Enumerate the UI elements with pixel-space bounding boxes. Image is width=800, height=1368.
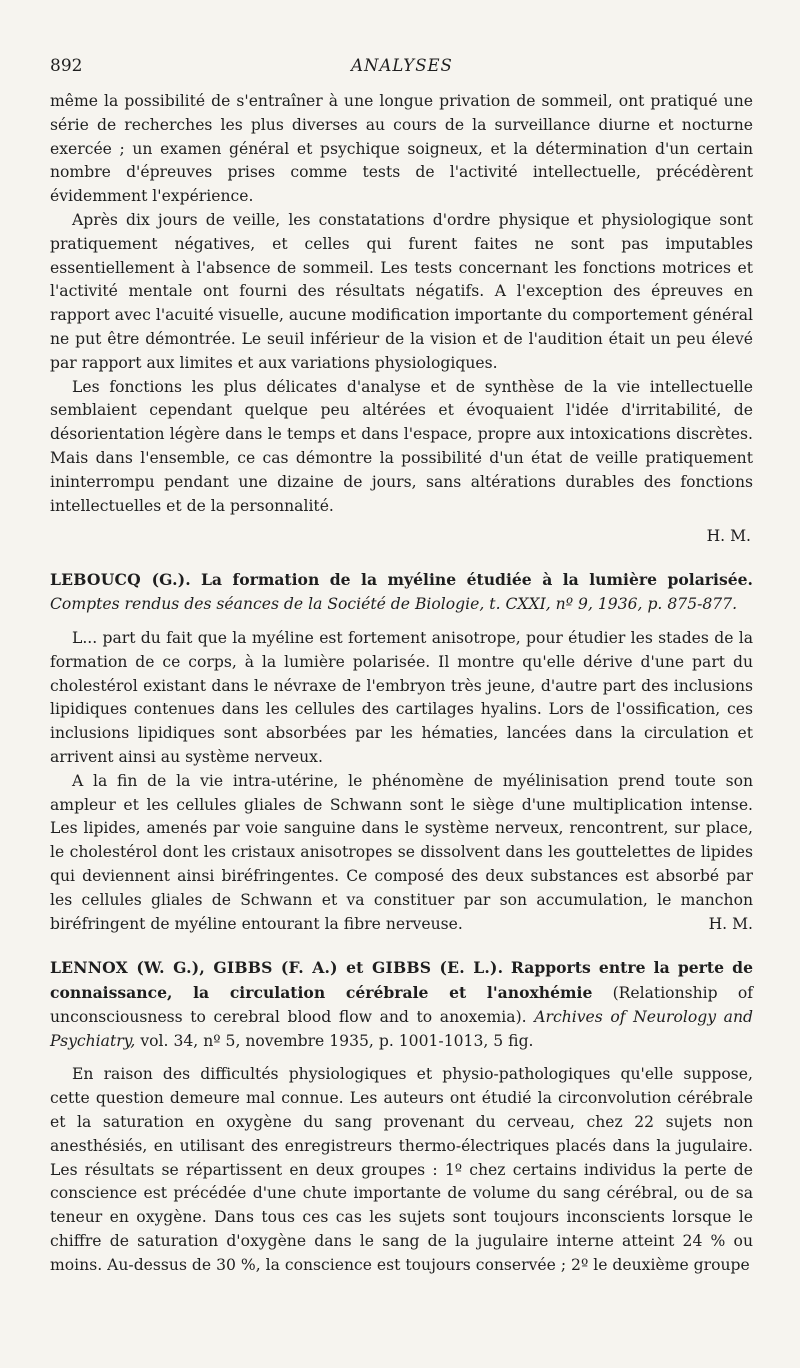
page-header: [50, 56, 754, 80]
page-body: [50, 90, 753, 1278]
paragraph: Après dix jours de veille, les constatations d'ordre physique et physiologique sont pratiquement négatives, et celles qui furent faites ne sont pas imputables essentiellement à l'absence de sommeil. Les tests concernant les fonctions motrices et l'activité mentale ont fourni des résultats négatifs. A l'exception des épreuves en rapport avec l'acuité visuelle, aucune modification importante du comportement général ne put être démontrée. Le seuil inférieur de la vision et de l'audition était un peu élevé par rapport aux limites et aux variations physiologiques.: [50, 210, 753, 372]
entry-author: LEBOUCQ (G.).: [50, 570, 191, 590]
section-gap: [50, 936, 753, 956]
paragraph: Les fonctions les plus délicates d'analyse et de synthèse de la vie intellectuelle semblaient cependant quelque peu altérées et évoquaient l'idée d'irritabilité, de désorientation légère dans le temps et dans l'espace, propre aux intoxications discrètes. Mais dans l'ensemble, ce cas démontre la possibilité d'un état de veille pratiquement ininterrompu pendant une dizaine de jours, sans altérations durables des fonctions intellectuelles et de la personnalité.: [50, 377, 753, 515]
entry-author: LENNOX (W. G.), GIBBS (F. A.) et GIBBS (E. L.).: [50, 958, 504, 978]
paragraph: En raison des difficultés physiologiques et physio-pathologiques qu'elle suppose, cette question demeure mal connue. Les auteurs ont étudié la circonvolution cérébrale et la saturation en oxygène du sang provenant du cerveau, chez 22 sujets non anesthésiés, en utilisant des enregistreurs thermo-électriques placés dans la jugulaire. Les résultats se répartissent en deux groupes : 1º chez certains individus la perte de conscience est précédée d'une chute importante de volume du sang cérébral, ou de sa teneur en oxygène. Dans tous ces cas les sujets sont toujours inconscients lorsque le chiffre de saturation d'oxygène dans le sang de la jugulaire interne atteint 24 % ou moins. Au-dessus de 30 %, la conscience est toujours conservée ; 2º le deuxième groupe: [50, 1065, 753, 1274]
entry-source: Archives of Neurology and Psychiatry,: [50, 1007, 753, 1050]
review-entry-leboucq: [50, 568, 753, 936]
entry-title: Rapports entre la perte de connaissance, la circulation cérébrale et l'anoxhémie: [50, 958, 753, 1003]
entry-heading: [50, 568, 753, 617]
reviewer-signature: H. M.: [708, 914, 753, 933]
entry-source: Comptes rendus des séances de la Société de Biologie,: [50, 595, 485, 614]
paragraph-text: A la fin de la vie intra-utérine, le phénomène de myélinisation prend toute son ampleur et les cellules gliales de Schwann sont le siège d'une multiplication intense. Les lipides, amenés par voie sanguine dans le système nerveux, rencontrent, sur place, le cholestérol dont les cristaux anisotropes se dissolvent dans les gouttelettes de lipides qui deviennent ainsi biréfringentes. Ce composé des deux substances est absorbé par les cellules gliales de Schwann et va constituer par son accumulation, le manchon biréfringent de myéline entourant la fibre nerveuse.: [50, 771, 753, 933]
paragraph: même la possibilité de s'entraîner à une longue privation de sommeil, ont pratiqué une série de recherches les plus diverses au cours de la surveillance diurne et nocturne exercée ; un examen général et psychique soigneux, et la détermination d'un certain nombre d'épreuves prises comme tests de l'activité intellectuelle, précédèrent évidemment l'expérience.: [50, 92, 753, 206]
reviewer-signature: H. M.: [706, 527, 751, 546]
running-title: ANALYSES: [351, 56, 453, 75]
section-gap: [50, 548, 753, 568]
entry-heading: [50, 956, 753, 1053]
entry-title: La formation de la myéline étudiée à la lumière polarisée.: [200, 570, 753, 590]
page-number: 892: [50, 56, 83, 76]
continued-review: [50, 90, 753, 548]
entry-translation: (Relationship of unconsciousness to cerebral blood flow and to anoxemia).: [50, 984, 753, 1026]
entry-details: t. CXXI, nº 9, 1936, p. 875-877.: [489, 595, 738, 614]
paragraph: [50, 770, 753, 937]
review-entry-lennox: [50, 956, 753, 1277]
entry-details: vol. 34, nº 5, novembre 1935, p. 1001-1013, 5 fig.: [140, 1031, 534, 1050]
paragraph: L... part du fait que la myéline est fortement anisotrope, pour étudier les stades de la formation de ce corps, à la lumière polarisée. Il montre qu'elle dérive d'une part du cholestérol existant dans le névraxe de l'embryon très jeune, d'autre part des inclusions lipidiques contenues dans les cellules des cartilages hyalins. Lors de l'ossification, ces inclusions lipidiques sont absorbées par les hématies, lancées dans la circulation et arrivent ainsi au système nerveux.: [50, 628, 753, 766]
